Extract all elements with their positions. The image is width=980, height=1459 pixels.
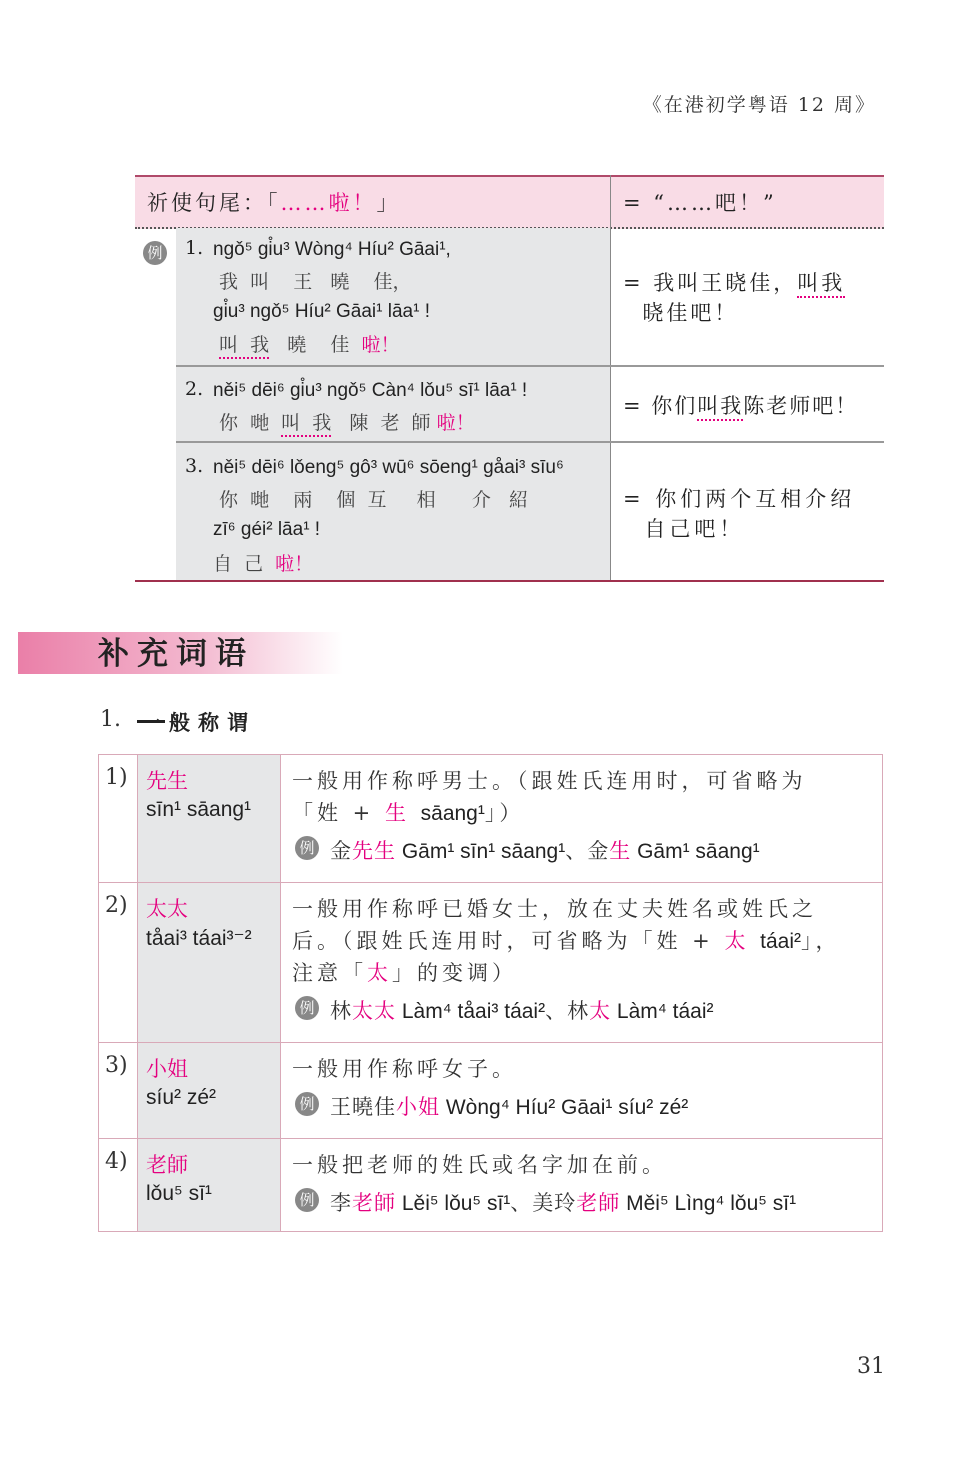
text-segment: něi⁵ dēi⁶ lǒeng⁵ gô³ wū⁶ sōeng¹ gåai³ sīu⁶ bbox=[213, 457, 564, 478]
vocab-term: 先生 bbox=[146, 769, 188, 793]
vocab-term: 小姐 bbox=[146, 1057, 188, 1081]
vocab-description-line bbox=[292, 1149, 667, 1179]
table-bottom-rule bbox=[135, 580, 884, 582]
header-right: = “……吧！” bbox=[623, 191, 777, 215]
translation-line bbox=[623, 390, 858, 420]
text-segment: 金 bbox=[330, 839, 352, 863]
highlighted-text: 啦！ bbox=[361, 334, 400, 356]
text-segment: něi⁵ dēi⁶ gi̊u³ ngǒ⁵ Càn⁴ lǒu⁵ sī¹ lāa¹ ! bbox=[213, 380, 528, 401]
romanization-text: Làm⁴ tåai³ táai² bbox=[396, 1000, 546, 1023]
page-number: 31 bbox=[857, 1354, 885, 1379]
text-segment: 「姓 + bbox=[292, 801, 385, 825]
vocab-example bbox=[330, 1187, 796, 1217]
text-segment: gi̊u³ ngǒ⁵ Híu² Gāai¹ lāa¹ ! bbox=[213, 301, 430, 322]
row-divider bbox=[176, 441, 884, 443]
highlighted-text: 啦！ bbox=[436, 412, 475, 434]
highlighted-text: ……啦！ bbox=[280, 191, 377, 215]
underlined-text: 叫 我 bbox=[219, 334, 269, 359]
example-number: 2. bbox=[185, 378, 204, 400]
row-divider bbox=[176, 365, 884, 367]
romanization-line bbox=[213, 457, 564, 479]
highlighted-text: 太 bbox=[367, 961, 392, 985]
vocab-romanization: síu² zé² bbox=[146, 1086, 217, 1109]
row-divider bbox=[99, 1138, 882, 1139]
vocab-example bbox=[330, 995, 714, 1025]
example-icon: 例 bbox=[295, 996, 319, 1020]
text-segment bbox=[749, 929, 760, 953]
romanization-line bbox=[213, 380, 527, 402]
sentence-final-table bbox=[135, 175, 884, 582]
vocab-number: 3) bbox=[105, 1053, 128, 1078]
example-icon: 例 bbox=[295, 836, 319, 860]
vocab-description-line bbox=[292, 797, 524, 827]
text-segment: 我 叫 王 曉 佳， bbox=[219, 271, 412, 293]
example-icon: 例 bbox=[295, 1092, 319, 1116]
highlighted-text: 太 bbox=[589, 999, 612, 1023]
vocab-romanization: sīn¹ sāang¹ bbox=[146, 798, 252, 821]
highlighted-text: 先生 bbox=[352, 839, 396, 863]
romanization-text: sāang¹ bbox=[420, 802, 485, 825]
text-segment: 王曉佳 bbox=[330, 1095, 396, 1119]
translation-line bbox=[623, 297, 738, 327]
text-segment: 祈使句尾：「 bbox=[147, 191, 281, 215]
column-divider bbox=[610, 175, 611, 580]
text-segment: = 我叫王晓佳， bbox=[623, 271, 798, 295]
romanization-text: táai² bbox=[760, 930, 801, 953]
text-segment: zī⁶ géi² lāa¹ ! bbox=[213, 519, 321, 540]
text-segment bbox=[410, 801, 421, 825]
highlighted-text: 小姐 bbox=[396, 1095, 440, 1119]
vocab-term: 老師 bbox=[146, 1153, 188, 1177]
vocab-example bbox=[330, 1091, 688, 1121]
romanization-text: Gām¹ sāang¹ bbox=[631, 840, 760, 863]
vocab-number: 2) bbox=[105, 893, 128, 918]
vocab-romanization: tåai³ táai³⁻² bbox=[146, 927, 252, 950]
row-divider bbox=[99, 882, 882, 883]
translation-line bbox=[623, 483, 855, 513]
highlighted-text: 太太 bbox=[352, 999, 396, 1023]
romanization-text: Měi⁵ Lìng⁴ lǒu⁵ sī¹ bbox=[620, 1192, 797, 1215]
vocab-description-line bbox=[292, 925, 841, 955]
row-divider bbox=[99, 1042, 882, 1043]
text-segment: 注意「 bbox=[292, 961, 367, 985]
text-segment: 自 己 bbox=[213, 553, 276, 575]
vocab-description-line bbox=[292, 893, 817, 923]
text-segment: 后。（跟姓氏连用时，可省略为「姓 + bbox=[292, 929, 725, 953]
text-segment: 一般用作称呼男士。（跟姓氏连用时，可省略为 bbox=[292, 769, 807, 793]
subsection-number: 1. bbox=[100, 707, 121, 732]
text-segment: 」， bbox=[801, 929, 841, 953]
section-title: 补充词语 bbox=[98, 636, 254, 672]
underlined-text: 叫 我 bbox=[281, 412, 331, 437]
header-left bbox=[147, 187, 401, 217]
subsection-title: 一般称谓 bbox=[140, 711, 256, 735]
romanization-text: Lěi⁵ lǒu⁵ sī¹ bbox=[396, 1192, 511, 1215]
example-icon: 例 bbox=[295, 1188, 319, 1212]
text-segment: 一般用作称呼女子。 bbox=[292, 1057, 517, 1081]
vocab-term: 太太 bbox=[146, 897, 188, 921]
vocab-description-line bbox=[292, 957, 517, 987]
translation-line bbox=[623, 267, 845, 297]
text-segment: 」） bbox=[484, 801, 525, 825]
highlighted-text: 老師 bbox=[352, 1191, 396, 1215]
romanization-text: Gām¹ sīn¹ sāang¹ bbox=[396, 840, 566, 863]
text-segment: 你 哋 bbox=[219, 412, 282, 434]
romanization-line bbox=[213, 239, 451, 261]
text-segment: 、美玲 bbox=[510, 1191, 577, 1215]
translation-line bbox=[623, 513, 744, 543]
underlined-text: 叫我 bbox=[697, 394, 743, 421]
vocab-number: 4) bbox=[105, 1149, 128, 1174]
text-segment: 曉 佳 bbox=[269, 334, 362, 356]
vocab-description-line bbox=[292, 765, 807, 795]
text-segment: = 你们两个互相介绍 bbox=[623, 487, 856, 511]
text-segment: = 你们 bbox=[623, 394, 698, 418]
text-segment: 一般用作称呼已婚女士，放在丈夫姓名或姓氏之 bbox=[292, 897, 817, 921]
romanization-text: Wòng⁴ Híu² Gāai¹ síu² zé² bbox=[440, 1096, 689, 1119]
text-segment: 陳 老 師 bbox=[331, 412, 437, 434]
example-number: 3. bbox=[185, 455, 204, 477]
example-icon: 例 bbox=[143, 241, 167, 265]
text-segment: 林 bbox=[330, 999, 352, 1023]
chinese-line bbox=[219, 408, 475, 435]
text-segment: 、金 bbox=[565, 839, 610, 863]
chinese-line bbox=[213, 549, 313, 576]
chinese-line bbox=[219, 330, 399, 357]
highlighted-text: 啦！ bbox=[275, 553, 314, 575]
text-segment: 」 bbox=[376, 191, 401, 215]
highlighted-text: 生 bbox=[609, 839, 632, 863]
text-segment: 」的变调） bbox=[392, 961, 517, 985]
text-segment: 陈老师吧！ bbox=[743, 394, 859, 418]
underlined-text: 叫我 bbox=[797, 271, 845, 298]
vocab-romanization: lǒu⁵ sī¹ bbox=[146, 1182, 212, 1205]
text-segment: ngǒ⁵ gi̊u³ Wòng⁴ Híu² Gāai¹, bbox=[213, 239, 451, 260]
text-segment: 、林 bbox=[545, 999, 590, 1023]
highlighted-text: 太 bbox=[724, 929, 750, 953]
vocab-example bbox=[330, 835, 760, 865]
text-segment: 李 bbox=[330, 1191, 352, 1215]
text-segment: 你 哋 兩 個 互 相 介 紹 bbox=[219, 489, 529, 511]
book-title-header: 《在港初学粤语 12 周》 bbox=[642, 94, 876, 116]
chinese-line bbox=[219, 485, 528, 512]
romanization-line bbox=[213, 519, 320, 541]
vocab-description-line bbox=[292, 1053, 517, 1083]
romanization-text: Làm⁴ táai² bbox=[611, 1000, 714, 1023]
highlighted-text: 生 bbox=[384, 801, 410, 825]
romanization-line bbox=[213, 301, 430, 323]
vocab-number: 1) bbox=[105, 765, 128, 790]
highlighted-text: 老師 bbox=[576, 1191, 621, 1215]
text-segment: 晓佳吧！ bbox=[623, 301, 739, 325]
text-segment: 一般把老师的姓氏或名字加在前。 bbox=[292, 1153, 667, 1177]
chinese-line bbox=[219, 267, 412, 294]
text-segment: 自己吧！ bbox=[623, 517, 745, 541]
example-number: 1. bbox=[185, 237, 204, 259]
